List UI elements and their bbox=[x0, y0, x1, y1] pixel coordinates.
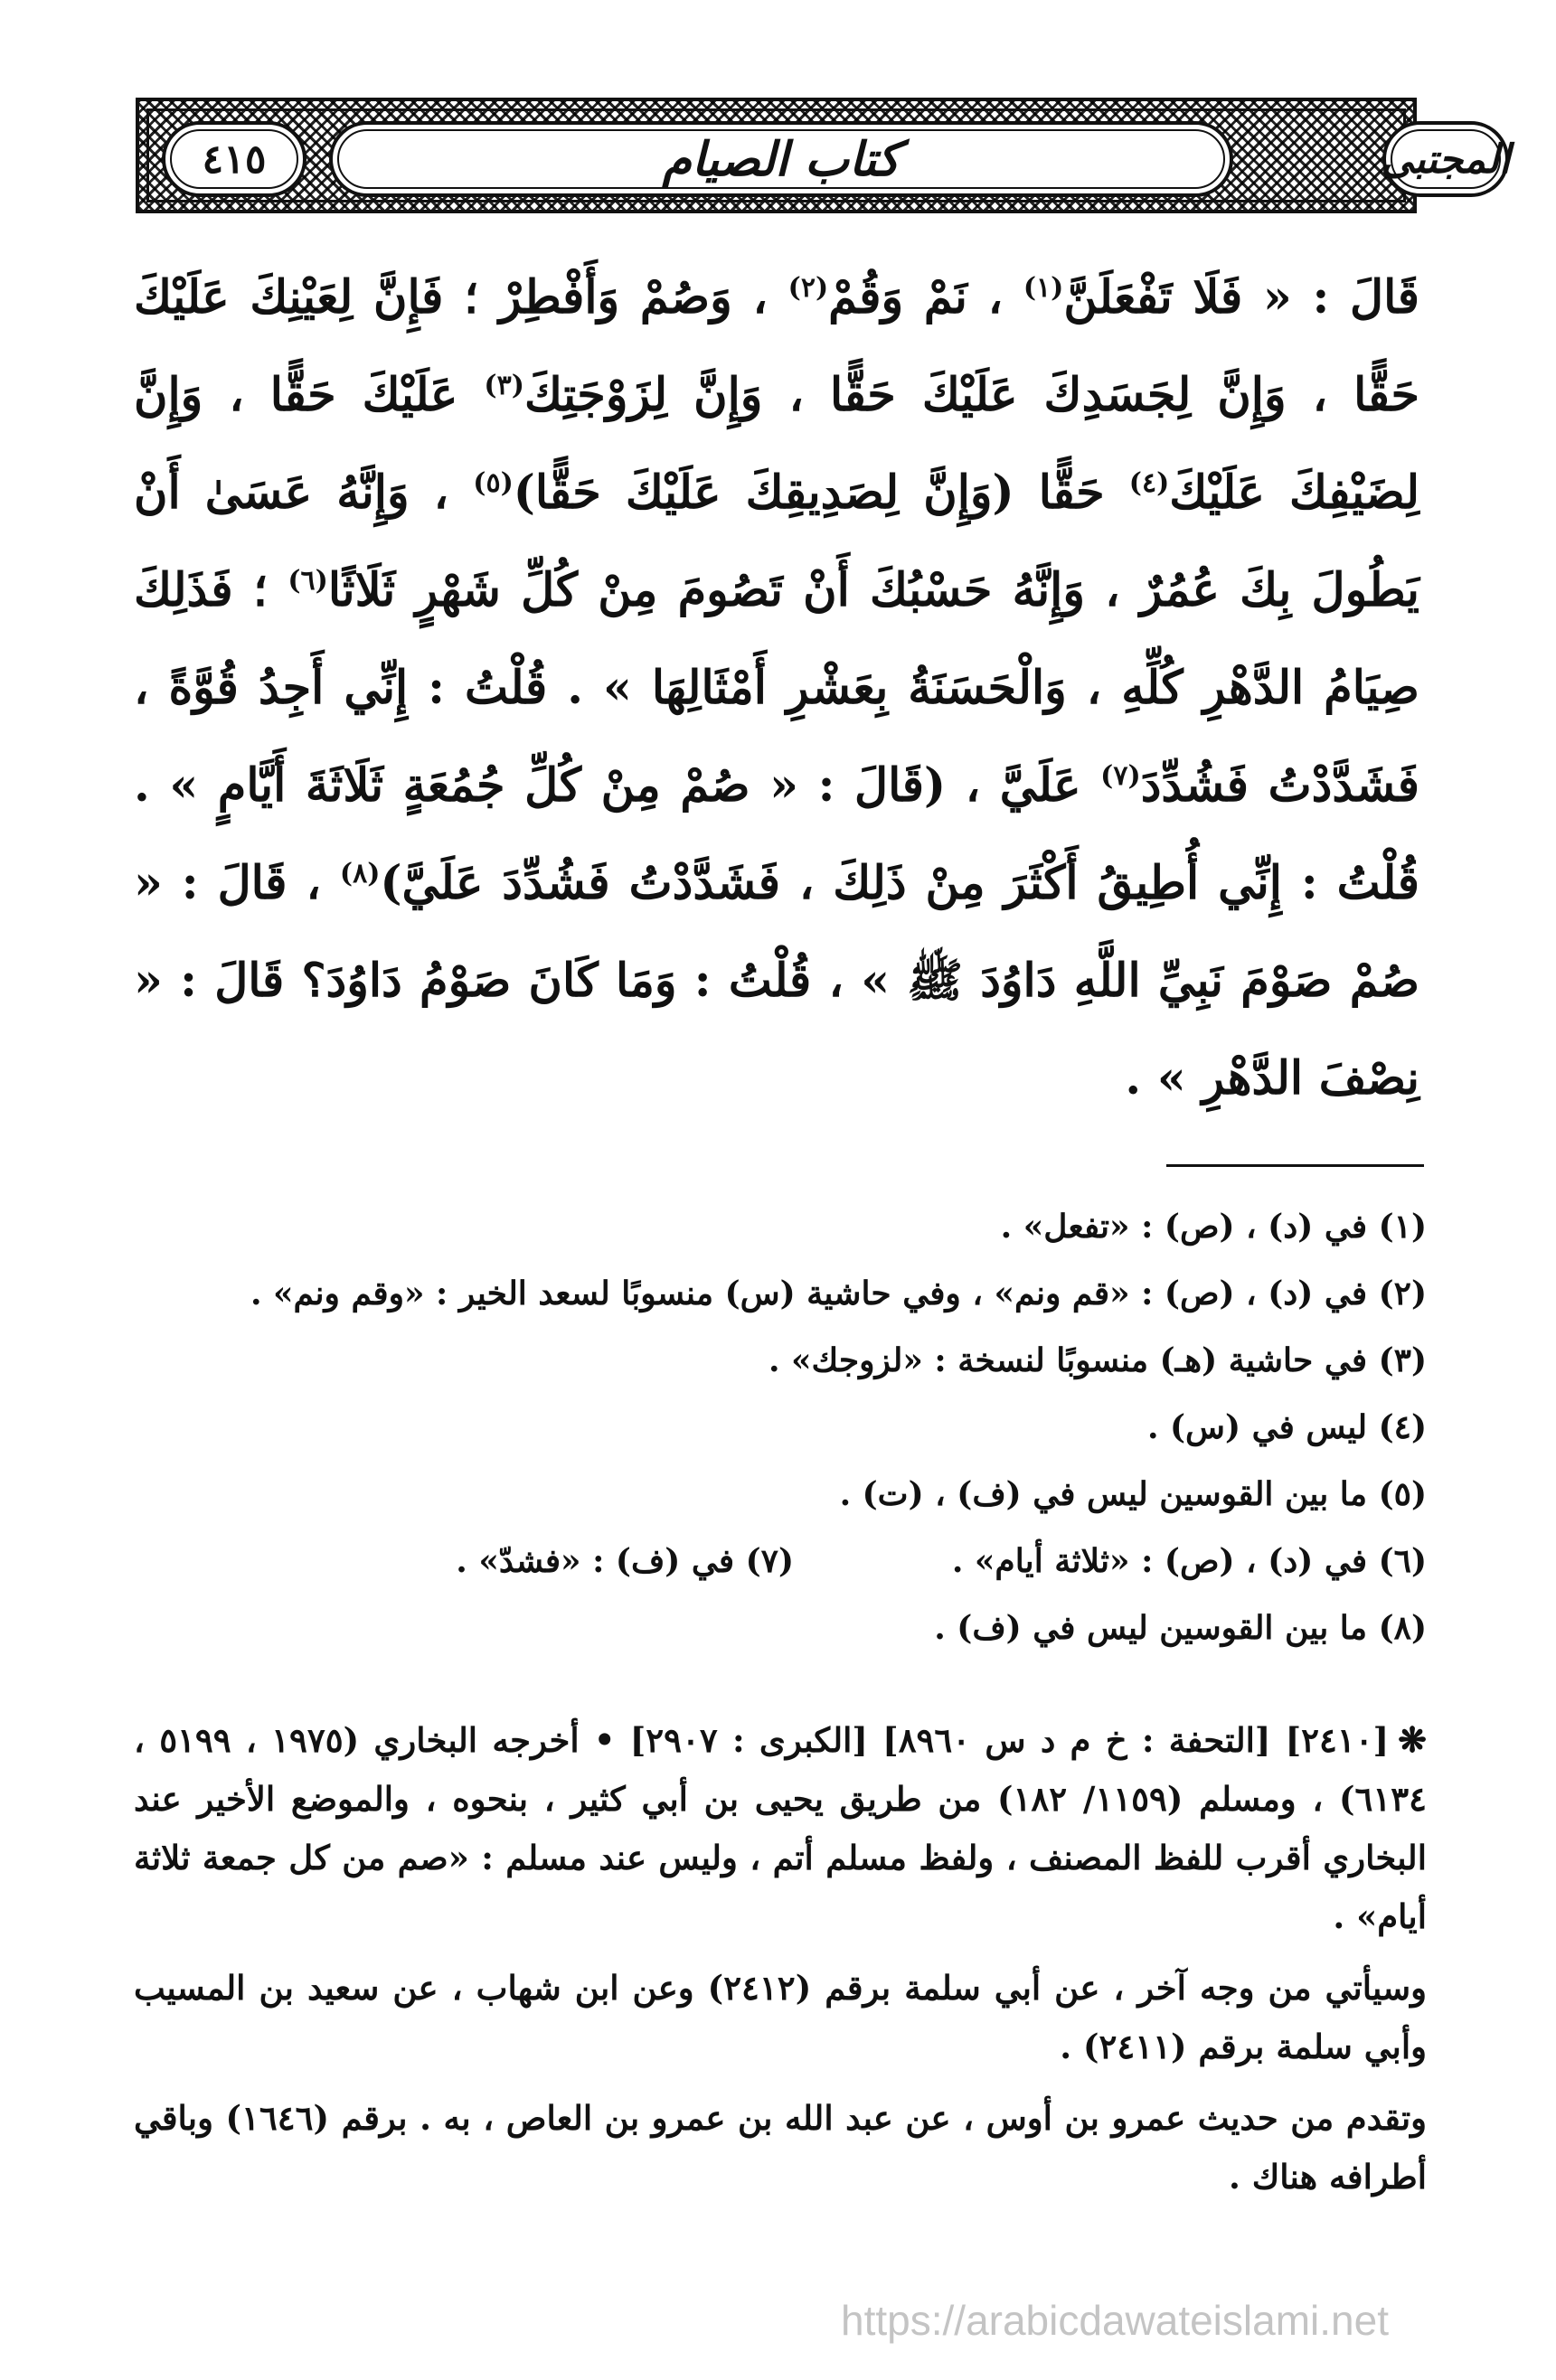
footnote-3: (٣) في حاشية (هـ) منسوبًا لنسخة : «لزوجك» . bbox=[768, 1341, 1427, 1379]
footnote-8: (٨) ما بين القوسين ليس في (ف) . bbox=[934, 1609, 1427, 1647]
text-segment: ، وَإِنَّهُ عَسَىٰ أَنْ يَطُولَ بِكَ عُمُرٌ ، وَإِنَّهُ حَسْبُكَ أَنْ تَصُومَ مِنْ كُلِّ شَهْرٍ ثَلَاثًا bbox=[134, 466, 1419, 617]
book-title bbox=[1382, 121, 1509, 197]
takhrij-paragraph-3: وتقدم من حديث عمرو بن أوس ، عن عبد الله بن عمرو بن العاص ، به . برقم (١٦٤٦) وباقي أطرافه هناك . bbox=[134, 2098, 1427, 2197]
text-segment: عَلَيْكَ حَقًّا ، وَإِنَّ لِضَيْفِكَ عَلَيْكَ bbox=[134, 368, 1419, 520]
footnote-row bbox=[134, 1528, 1427, 1595]
footnote-ref: (٥) bbox=[473, 467, 514, 499]
footnote-6: (٦) في (د) ، (ص) : «ثلاثة أيام» . bbox=[951, 1542, 1427, 1580]
page-header bbox=[136, 98, 1511, 213]
footnote-ref: (٣) bbox=[484, 370, 524, 401]
text-segment: ؛ فَذَلِكَ صِيَامُ الدَّهْرِ كُلِّهِ ، وَالْحَسَنَةُ بِعَشْرِ أَمْثَالِهَا » . قُلْتُ : إِنِّي أَجِدُ قُوَّةً ، فَشَدَّدْتُ فَشُدِّدَ bbox=[134, 563, 1420, 813]
chapter-title bbox=[329, 121, 1233, 197]
footnote-separator bbox=[1166, 1164, 1424, 1167]
page-number-text: ٤١٥ bbox=[202, 136, 267, 183]
asterisk-icon: ❋ bbox=[1398, 1719, 1428, 1760]
page-number bbox=[162, 121, 306, 197]
book-title-text: المجتبى bbox=[1381, 136, 1511, 183]
text-segment: قَالَ : « فَلَا تَفْعَلَنَّ bbox=[1063, 270, 1419, 325]
chapter-title-text: كتاب الصيام bbox=[662, 131, 901, 187]
watermark-url: https://arabicdawateislami.net bbox=[841, 2297, 1389, 2344]
footnote-ref: (٤) bbox=[1128, 467, 1170, 499]
footnote-1: (١) في (د) ، (ص) : «تفعل» . bbox=[1000, 1208, 1427, 1246]
footnote-ref: (٦) bbox=[288, 565, 328, 597]
text-segment: ، وَصُمْ وَأَفْطِرْ ؛ فَإِنَّ لِعَيْنِكَ عَلَيْكَ حَقًّا ، وَإِنَّ لِجَسَدِكَ عَلَيْكَ حَقًّا ، وَإِنَّ لِزَوْجَتِكَ bbox=[134, 270, 1419, 422]
takhrij-paragraph-2: وسيأتي من وجه آخر ، عن أبي سلمة برقم (٢٤١٢) وعن ابن شهاب ، عن سعيد بن المسيب وأبي سلمة برقم (٢٤١١) . bbox=[134, 1968, 1428, 2066]
footnote-ref: (٢) bbox=[787, 272, 829, 304]
footnote-ref: (٧) bbox=[1100, 760, 1141, 792]
footnote-5: (٥) ما بين القوسين ليس في (ف) ، (ت) . bbox=[839, 1475, 1427, 1513]
footnote-2: (٢) في (د) ، (ص) : «قم ونم» ، وفي حاشية (س) منسوبًا لسعد الخير : «وقم ونم» . bbox=[250, 1275, 1427, 1312]
takhrij-text-1: [٢٤١٠] [التحفة : خ م د س ٨٩٦٠] [الكبرى : ٢٩٠٧] • أخرجه البخاري (١٩٧٥ ، ٥١٩٩ ، ٦١٣٤) ، ومسلم (١١٥٩/ ١٨٢) من طريق يحيى بن أبي كثير ، بنحوه ، والموضع الأخير عند البخاري أقرب للفظ المصنف ، ولفظ مسلم أتم ، وليس عند مسلم : «صم من كل جمعة ثلاثة أيام» . bbox=[134, 1720, 1427, 1936]
footnote-4: (٤) ليس في (س) . bbox=[1146, 1408, 1427, 1446]
text-segment: عَلَيَّ ، (قَالَ : « صُمْ مِنْ كُلِّ جُمُعَةٍ ثَلَاثَةَ أَيَّامٍ » . قُلْتُ : إِنِّي أُطِيقُ أَكْثَرَ مِنْ ذَلِكَ ، فَشَدَّدْتُ فَشُدِّدَ عَلَيَّ) bbox=[134, 758, 1419, 910]
footnotes bbox=[134, 1193, 1427, 1661]
footnote-ref: (٨) bbox=[339, 858, 381, 889]
text-segment: ، قَالَ : « صُمْ صَوْمَ نَبِيِّ اللَّهِ دَاوُدَ ﷺ » ، قُلْتُ : وَمَا كَانَ صَوْمُ دَاوُدَ؟ قَالَ : « نِصْفَ الدَّهْرِ » . bbox=[134, 856, 1419, 1105]
takhrij-section bbox=[134, 1710, 1427, 2219]
takhrij-paragraph-1 bbox=[134, 1710, 1427, 1946]
footnote-ref: (١) bbox=[1023, 272, 1064, 304]
text-segment: ، نَمْ وَقُمْ bbox=[828, 270, 1004, 325]
hadith-text bbox=[134, 249, 1419, 1127]
text-segment: حَقًّا (وَإِنَّ لِصَدِيقِكَ عَلَيْكَ حَقًّا) bbox=[513, 466, 1105, 520]
footnote-7: (٧) في (ف) : «فشدّ» . bbox=[456, 1542, 794, 1580]
